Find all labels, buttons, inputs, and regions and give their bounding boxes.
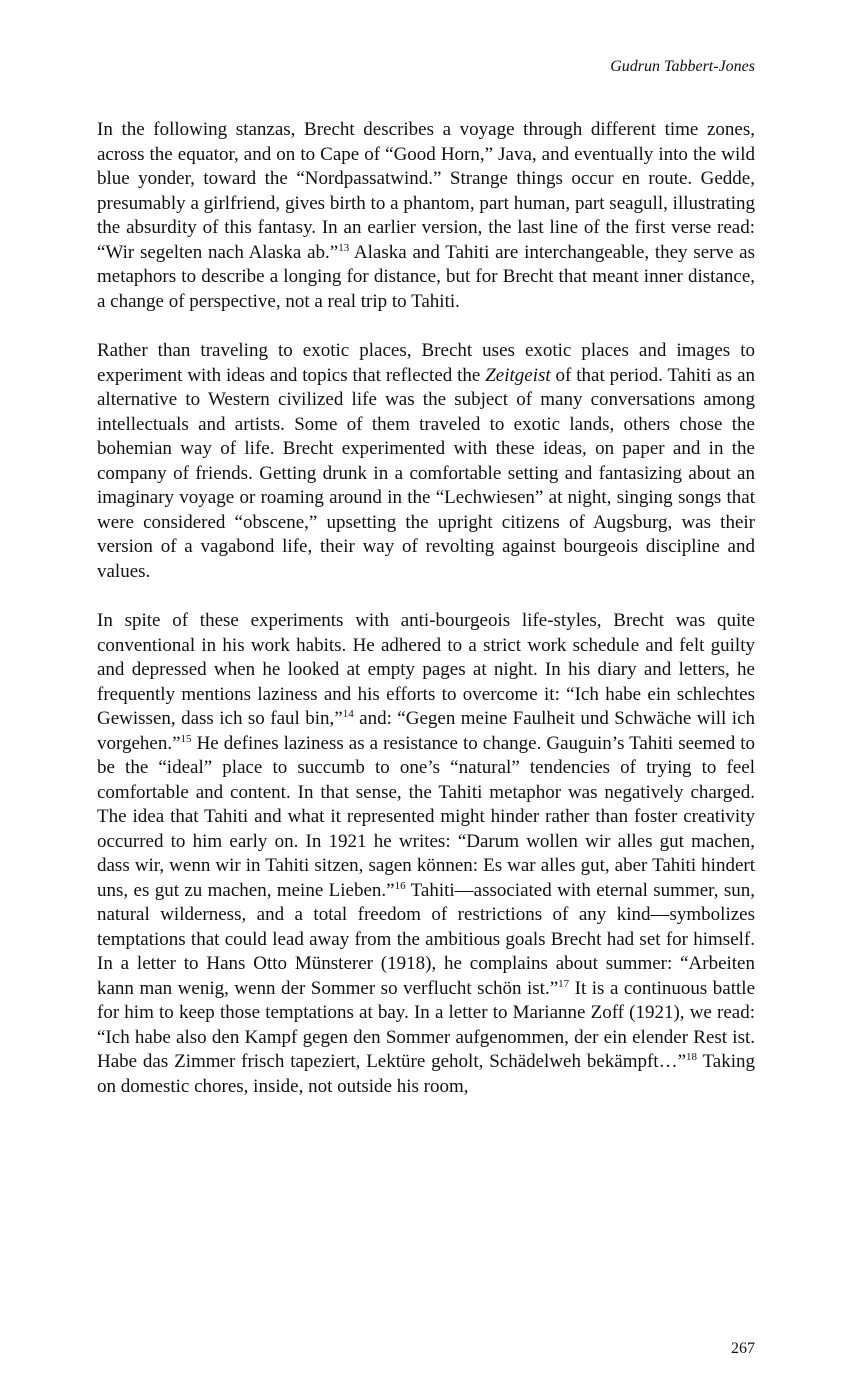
running-head-author: Gudrun Tabbert-Jones xyxy=(610,58,755,75)
text-run: He defines laziness as a resistance to change. Gauguin’s Tahiti seemed to be the “ideal” place to succumb to one’s “natural” tendencies of trying to feel comfortable and content. In that sense, the Tahiti metaphor was negatively charged. The idea that Tahiti and what it represented might hinder rather than foster creativity occurred to him early on. In 1921 he writes: “Darum wollen wir alles gut machen, dass wir, wenn wir in Tahiti sitzen, sagen können: Es war alles gut, aber Tahiti hindert uns, es gut zu machen, meine Lieben.” xyxy=(97,732,755,901)
italic-term: Zeitgeist xyxy=(485,364,551,386)
footnote-ref: 15 xyxy=(180,732,192,745)
text-run: and: “Gegen meine Faulheit und Schwäche will ich vorgehen.” xyxy=(97,708,755,754)
footnote-ref: 16 xyxy=(394,879,406,892)
text-run: In the following stanzas, Brecht describes a voyage through different time zones, across the equator, and on to Cape of “Good Horn,” Java, and eventually into the wild blue yonder, toward the “Nordpassatwind.” Strange things occur en route. Gedde, presumably a girlfriend, gives birth to a phantom, part human, part seagull, illustrating the absurdity of this fantasy. In an earlier version, the last line of the first verse read: “Wir segelten nach Alaska ab.” xyxy=(97,119,755,263)
footnote-ref: 14 xyxy=(342,708,354,720)
text-run: It is a continuous battle for him to keep those temptations at bay. In a letter to Marianne Zoff (1921), we read: “Ich habe also den Kampf gegen den Sommer aufgenommen, der ein elender Rest ist. Habe das Zimmer frisch tapeziert, Lektüre geholt, Schädelweh bekämpft…” xyxy=(97,977,756,1072)
paragraph xyxy=(97,609,755,1099)
page-number: 267 xyxy=(731,1340,755,1357)
text-run: In spite of these experiments with anti-bourgeois life-styles, Brecht was quite conventional in his work habits. He adhered to a strict work schedule and felt guilty and depressed when he looked at empty pages at night. In his diary and letters, he frequently mentions laziness and his efforts to overcome it: “Ich habe ein schlechtes Gewissen, dass ich so faul bin,” xyxy=(97,610,755,729)
text-run: Taking on domestic chores, inside, not outside his room, xyxy=(97,1051,755,1097)
body-text xyxy=(97,118,755,1124)
text-run: Tahiti—associated with eternal summer, sun, natural wilderness, and a total freedom of restrictions of any kind—symbolizes temptations that could lead away from the ambitious goals Brecht had set for himself. In a letter to Hans Otto Münsterer (1918), he complains about summer: “Arbeiten kann man wenig, wenn der Sommer so verflucht schön ist.” xyxy=(97,879,756,999)
footnote-ref: 18 xyxy=(686,1051,698,1063)
paragraph xyxy=(97,118,755,314)
footnote-ref: 13 xyxy=(338,241,350,254)
text-run: Rather than traveling to exotic places, Brecht uses exotic places and images to experiment with ideas and topics that reflected the xyxy=(97,340,755,386)
footnote-ref: 17 xyxy=(558,977,570,990)
text-run: of that period. Tahiti as an alternative to Western civilized life was the subject of many conversations among intellectuals and artists. Some of them traveled to exotic lands, others chose the bohemian way of life. Brecht experimented with these ideas, on paper and in the company of friends. Getting drunk in a comfortable setting and fantasizing about an imaginary voyage or roaming around in the “Lechwiesen” at night, singing songs that were considered “obscene,” upsetting the upright citizens of Augsburg, was their version of a vagabond life, their way of revolting against bourgeois discipline and values. xyxy=(97,364,755,582)
paragraph xyxy=(97,339,755,584)
text-run: Alaska and Tahiti are interchangeable, they serve as metaphors to describe a longing for distance, but for Brecht that meant inner distance, a change of perspective, not a real trip to Tahiti. xyxy=(97,241,755,312)
